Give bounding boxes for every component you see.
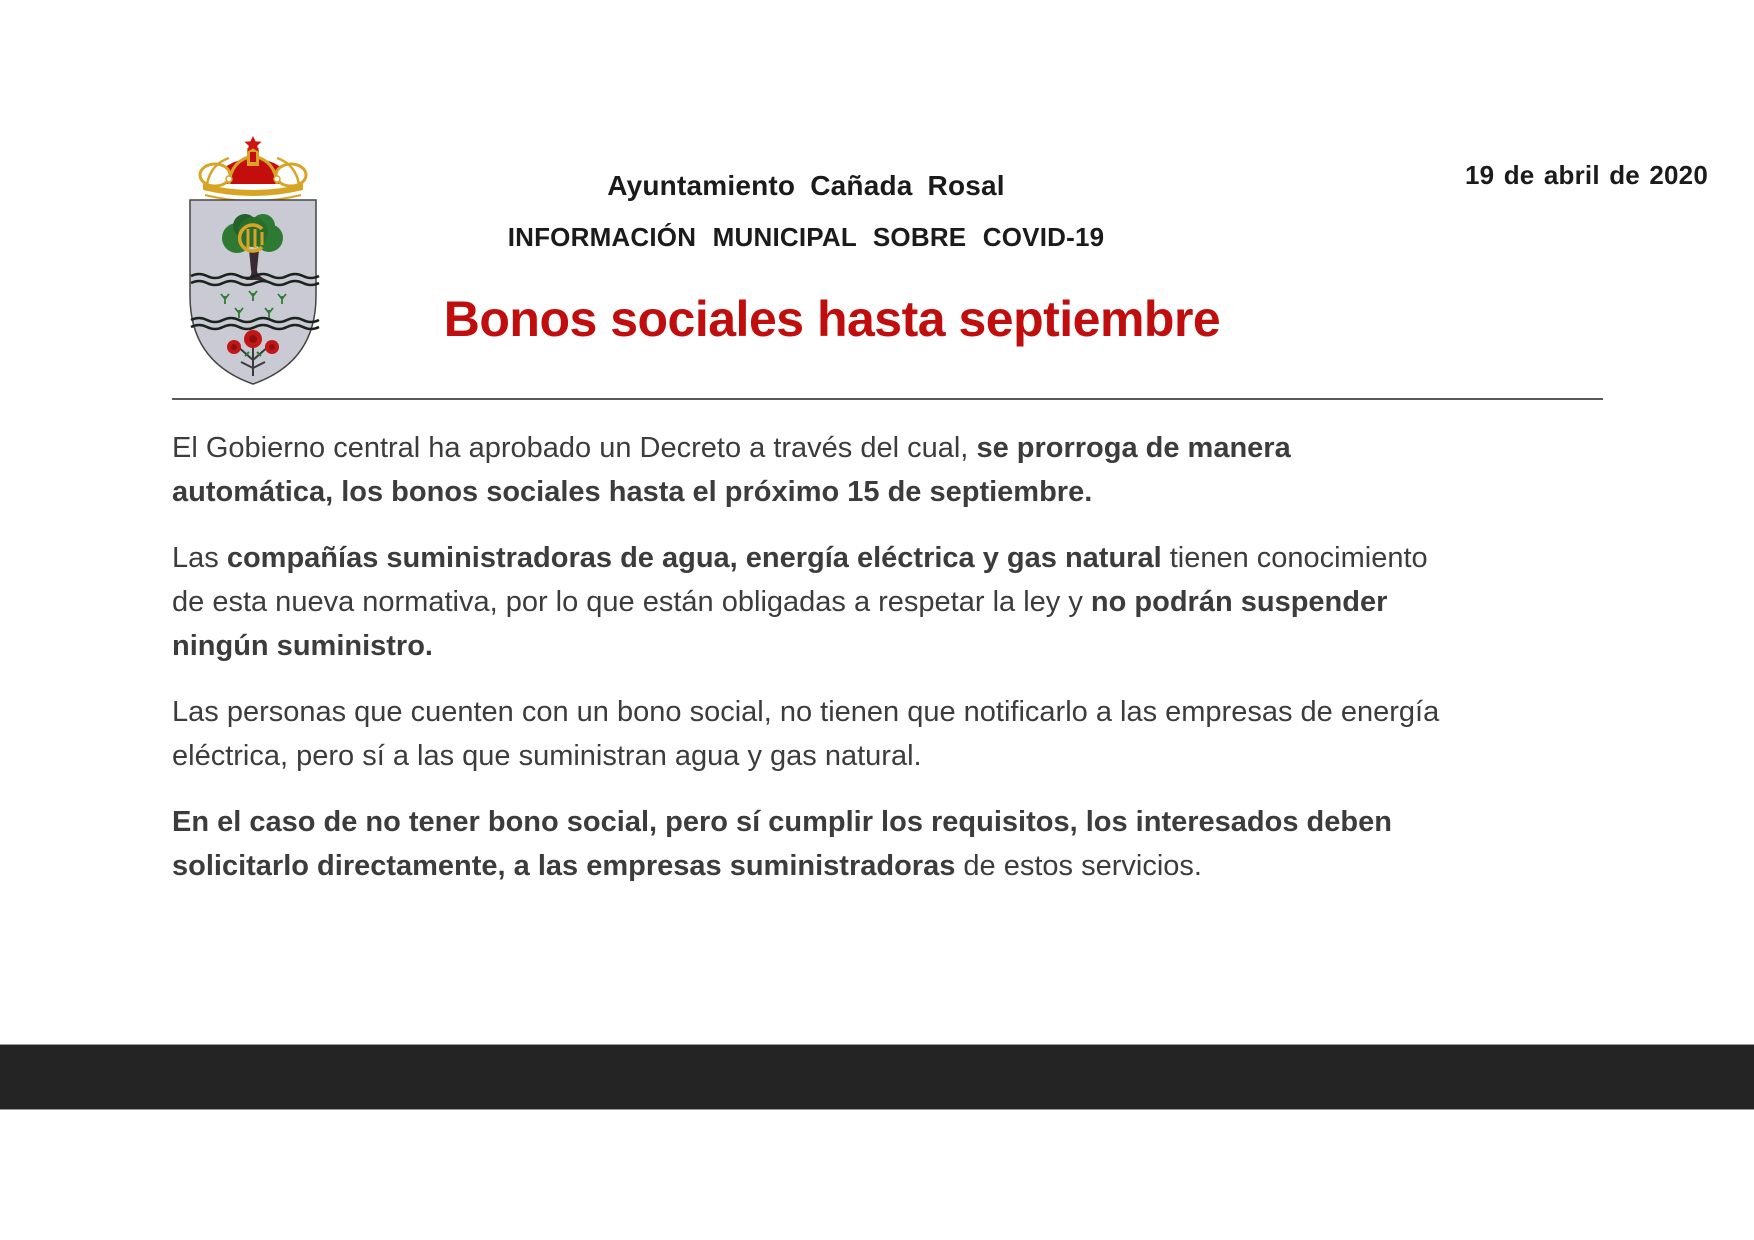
body-paragraph: [172, 690, 1632, 778]
page-title: Bonos sociales hasta septiembre: [443, 291, 1221, 347]
text-segment: Las personas que cuenten con un bono social, no tienen que notificarlo a las empresas de energía: [172, 696, 1440, 728]
header-block: [0, 170, 1612, 253]
text-segment: El Gobierno central ha aprobado un Decreto a través del cual,: [172, 432, 977, 464]
footer-bar: [0, 1044, 1754, 1110]
bold-text-segment: compañías suministradoras de agua, energía eléctrica y gas natural: [226, 542, 1162, 574]
text-line: [172, 580, 1632, 624]
text-segment: tienen conocimiento: [1161, 542, 1428, 574]
text-line: [172, 536, 1632, 580]
article-body: [172, 426, 1632, 910]
text-line: [172, 844, 1632, 888]
bold-text-segment: solicitarlo directamente, a las empresas suministradoras: [172, 850, 956, 882]
text-line: [172, 470, 1632, 514]
text-line: [172, 734, 1632, 778]
org-name: Ayuntamiento Cañada Rosal: [607, 170, 1005, 201]
text-line: [172, 800, 1632, 844]
document-date: 19 de abril de 2020: [1464, 160, 1708, 190]
title-rule: [172, 398, 1603, 400]
bold-text-segment: En el caso de no tener bono social, pero sí cumplir los requisitos, los interesados deben: [172, 806, 1392, 838]
text-segment: eléctrica, pero sí a las que suministran agua y gas natural.: [172, 740, 922, 772]
body-paragraph: [172, 426, 1632, 514]
text-segment: de esta nueva normativa, por lo que están obligadas a respetar la ley y: [172, 586, 1091, 618]
bold-text-segment: automática, los bonos sociales hasta el próximo 15 de septiembre.: [172, 476, 1093, 508]
text-segment: de estos servicios.: [955, 850, 1202, 882]
text-line: [172, 624, 1632, 668]
bold-text-segment: ningún suministro.: [172, 630, 433, 662]
bold-text-segment: se prorroga de manera: [976, 432, 1291, 464]
body-paragraph: [172, 800, 1632, 888]
body-paragraph: [172, 536, 1632, 668]
text-line: [172, 690, 1632, 734]
text-segment: Las: [172, 542, 227, 574]
bold-text-segment: no podrán suspender: [1090, 586, 1388, 618]
subheader: INFORMACIÓN MUNICIPAL SOBRE COVID-19: [507, 222, 1105, 252]
text-line: [172, 426, 1632, 470]
